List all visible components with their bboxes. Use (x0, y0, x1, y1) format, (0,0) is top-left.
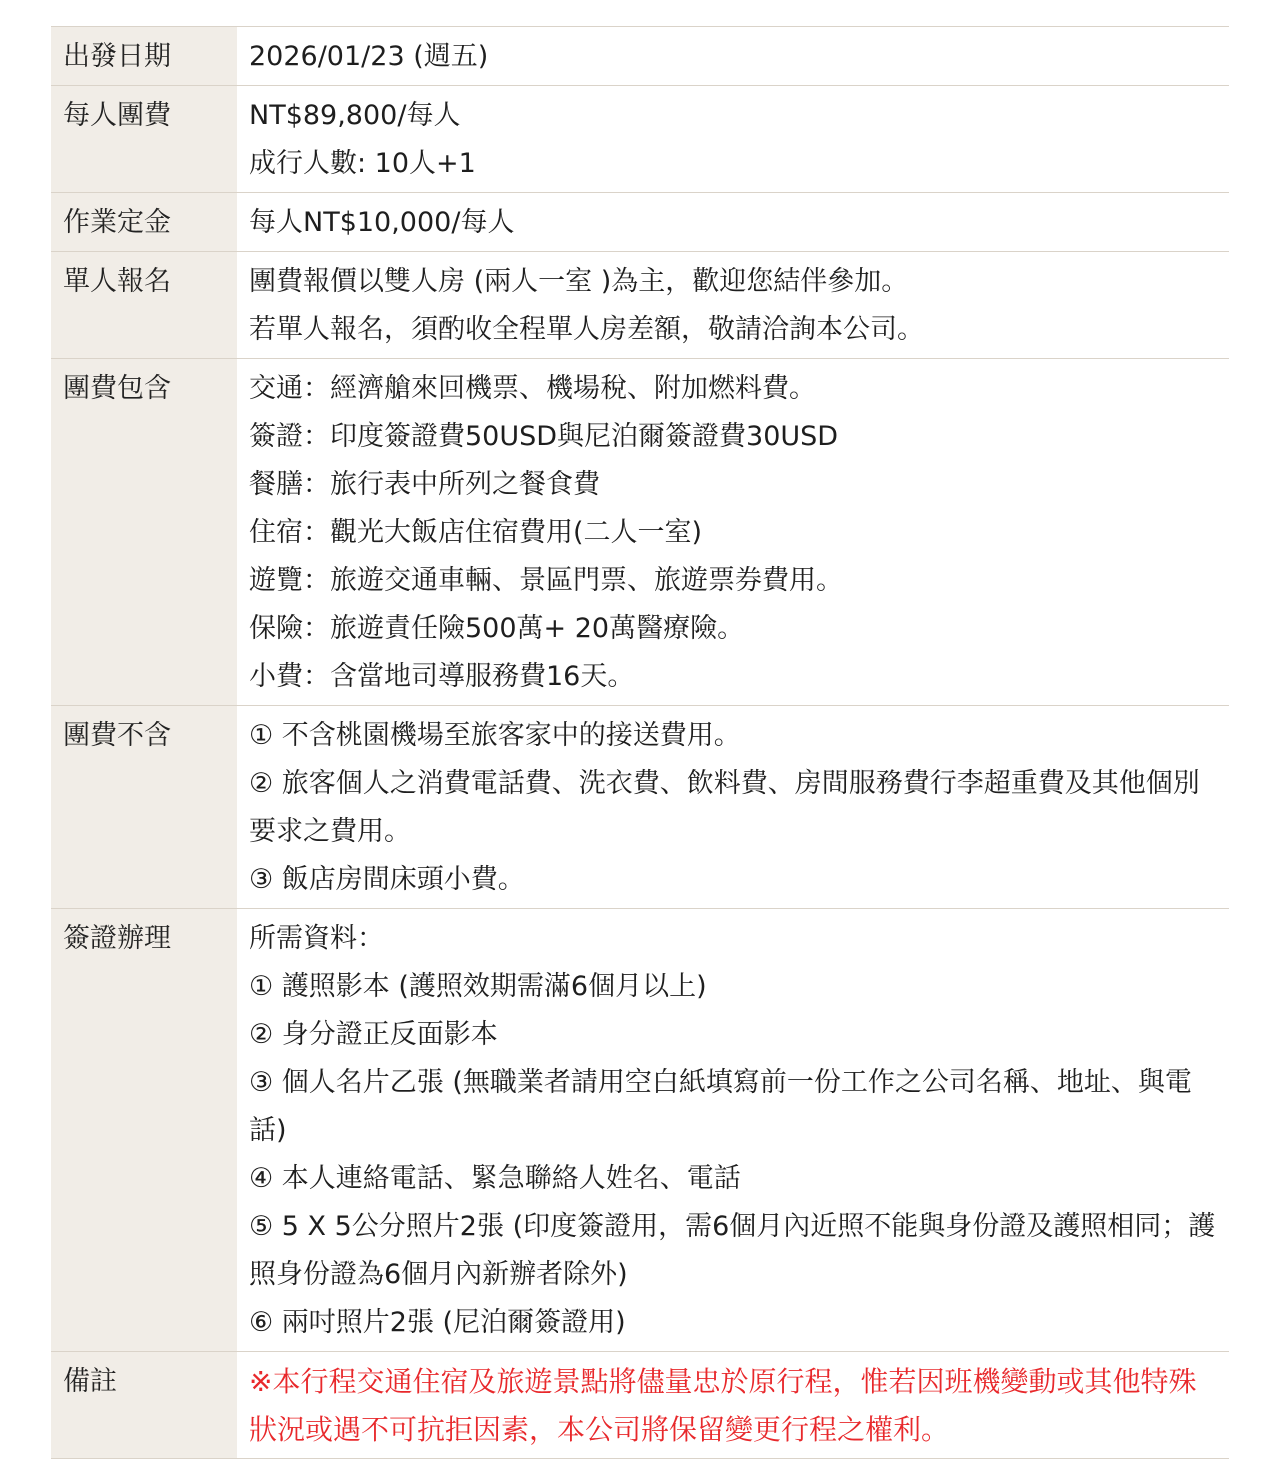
table-row-visa-processing (51, 909, 1229, 1352)
remarks-notice: ※本行程交通住宿及旅遊景點將儘量忠於原行程，惟若因班機變動或其他特殊狀況或遇不可抗拒因素，本公司將保留變更行程之權利。 (249, 1365, 1197, 1446)
visa-item: ③ 個人名片乙張 (無職業者請用空白紙填寫前一份工作之公司名稱、地址、與電話) (249, 1067, 1192, 1146)
row-content (237, 359, 1229, 706)
row-content (237, 706, 1229, 909)
table-row-single-registration (51, 252, 1229, 359)
includes-item: 交通：經濟艙來回機票、機場稅、附加燃料費。 (249, 373, 816, 404)
row-label: 出發日期 (51, 27, 237, 86)
includes-item: 餐膳：旅行表中所列之餐食費 (249, 469, 600, 500)
includes-item: 簽證：印度簽證費50USD與尼泊爾簽證費30USD (249, 421, 839, 452)
includes-item: 住宿：觀光大飯店住宿費用(二人一室) (249, 517, 703, 548)
visa-item: ① 護照影本 (護照效期需滿6個月以上) (249, 971, 707, 1002)
row-label: 每人團費 (51, 86, 237, 193)
tour-info-table (51, 26, 1229, 1459)
table-row-fee-excludes (51, 706, 1229, 909)
table-row-departure-date (51, 27, 1229, 86)
row-content (237, 252, 1229, 359)
visa-item: ② 身分證正反面影本 (249, 1019, 498, 1050)
departure-date-text: 2026/01/23 (週五) (249, 41, 489, 72)
visa-item: ④ 本人連絡電話、緊急聯絡人姓名、電話 (249, 1163, 741, 1194)
table-row-deposit (51, 193, 1229, 252)
deposit-text: 每人NT$10,000/每人 (249, 207, 515, 238)
row-content (237, 193, 1229, 252)
includes-item: 保險：旅遊責任險500萬+ 20萬醫療險。 (249, 613, 745, 644)
includes-item: 小費：含當地司導服務費16天。 (249, 661, 635, 692)
row-label: 備註 (51, 1352, 237, 1459)
includes-item: 遊覽：旅遊交通車輛、景區門票、旅遊票券費用。 (249, 565, 843, 596)
visa-item: ⑥ 兩吋照片2張 (尼泊爾簽證用) (249, 1307, 626, 1338)
table-row-remarks (51, 1352, 1229, 1459)
row-label: 團費不含 (51, 706, 237, 909)
row-label: 團費包含 (51, 359, 237, 706)
row-content (237, 27, 1229, 86)
visa-item: ⑤ 5 X 5公分照片2張 (印度簽證用，需6個月內近照不能與身份證及護照相同；護照身份證為6個月內新辦者除外) (249, 1211, 1216, 1290)
row-content (237, 1352, 1229, 1459)
tour-fee-price: NT$89,800/每人 (249, 100, 461, 131)
row-label: 單人報名 (51, 252, 237, 359)
single-reg-line: 若單人報名，須酌收全程單人房差額，敬請洽詢本公司。 (249, 314, 924, 345)
excludes-item: ① 不含桃園機場至旅客家中的接送費用。 (249, 720, 741, 751)
excludes-item: ② 旅客個人之消費電話費、洗衣費、飲料費、房間服務費行李超重費及其他個別要求之費用。 (249, 768, 1200, 847)
row-label: 簽證辦理 (51, 909, 237, 1352)
row-label: 作業定金 (51, 193, 237, 252)
visa-item: 所需資料： (249, 923, 384, 954)
table-row-fee-includes (51, 359, 1229, 706)
excludes-item: ③ 飯店房間床頭小費。 (249, 864, 525, 895)
row-content (237, 86, 1229, 193)
single-reg-line: 團費報價以雙人房 (兩人一室 )為主，歡迎您結伴參加。 (249, 266, 909, 297)
table-row-tour-fee (51, 86, 1229, 193)
row-content (237, 909, 1229, 1352)
min-participants: 成行人數: 10人+1 (249, 148, 476, 179)
